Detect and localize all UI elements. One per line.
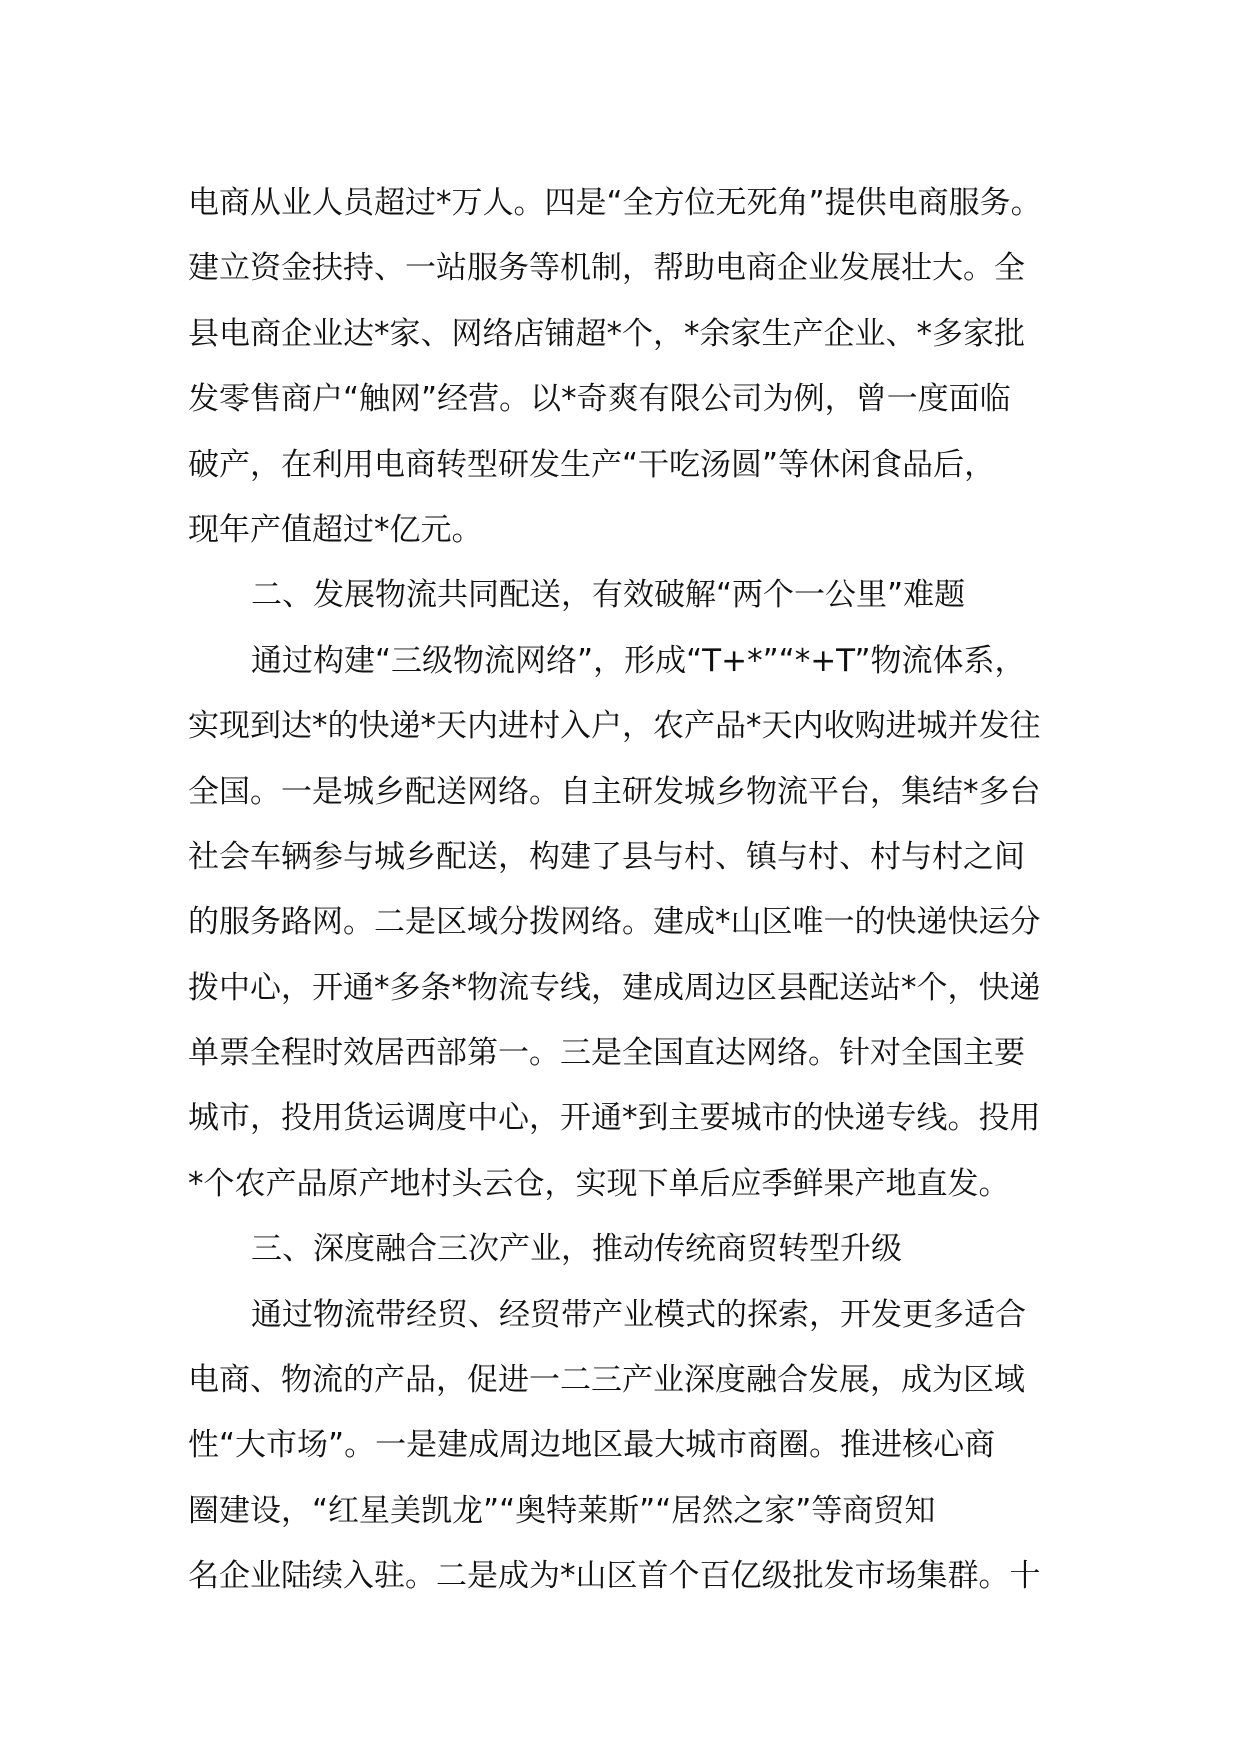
text-line: 建立资金扶持、一站服务等机制，帮助电商企业发展壮大。全	[188, 250, 1025, 287]
text-line: 实现到达*的快递*天内进村入户，农产品*天内收购进城并发往	[188, 708, 1041, 745]
text-line: 电商、物流的产品，促进一二三产业深度融合发展，成为区域	[188, 1362, 1025, 1399]
text-line: 县电商企业达*家、网络店铺超*个，*余家生产企业、*多家批	[188, 315, 1025, 352]
text-line: 拨中心，开通*多条*物流专线，建成周边区县配送站*个，快递	[188, 969, 1041, 1006]
text-line: 圈建设，“红星美凯龙”“奥特莱斯”“居然之家”等商贸知	[188, 1492, 936, 1529]
text-line: 性“大市场”。一是建成周边地区最大城市商圈。推进核心商	[188, 1427, 996, 1464]
text-line: 的服务路网。二是区域分拨网络。建成*山区唯一的快递快运分	[188, 904, 1041, 941]
text-line: 社会车辆参与城乡配送，构建了县与村、镇与村、村与村之间	[188, 838, 1025, 875]
text-line: *个农产品原产地村头云仓，实现下单后应季鲜果产地直发。	[188, 1165, 1010, 1202]
text-line: 全国。一是城乡配送网络。自主研发城乡物流平台，集结*多台	[188, 773, 1041, 810]
text-line: 发零售商户“触网”经营。以*奇爽有限公司为例，曾一度面临	[188, 381, 1011, 418]
text-line: 破产，在利用电商转型研发生产“干吃汤圆”等休闲食品后，	[188, 446, 996, 483]
text-line: 城市，投用货运调度中心，开通*到主要城市的快递专线。投用	[188, 1100, 1041, 1137]
text-line: 现年产值超过*亿元。	[188, 511, 483, 548]
paragraph-first-line: 通过构建“三级物流网络”，形成“T+*”“*+T”物流体系，	[251, 642, 1026, 679]
section-heading-industry: 三、深度融合三次产业，推动传统商贸转型升级	[251, 1231, 902, 1268]
section-heading-logistics: 二、发展物流共同配送，有效破解“两个一公里”难题	[251, 577, 966, 614]
body-text	[188, 171, 1068, 1610]
text-line: 电商从业人员超过*万人。四是“全方位无死角”提供电商服务。	[188, 185, 1042, 221]
text-line: 名企业陆续入驻。二是成为*山区首个百亿级批发市场集群。十	[188, 1558, 1041, 1595]
paragraph-first-line: 通过物流带经贸、经贸带产业模式的探索，开发更多适合	[251, 1296, 1026, 1333]
text-line: 单票全程时效居西部第一。三是全国直达网络。针对全国主要	[188, 1035, 1025, 1072]
